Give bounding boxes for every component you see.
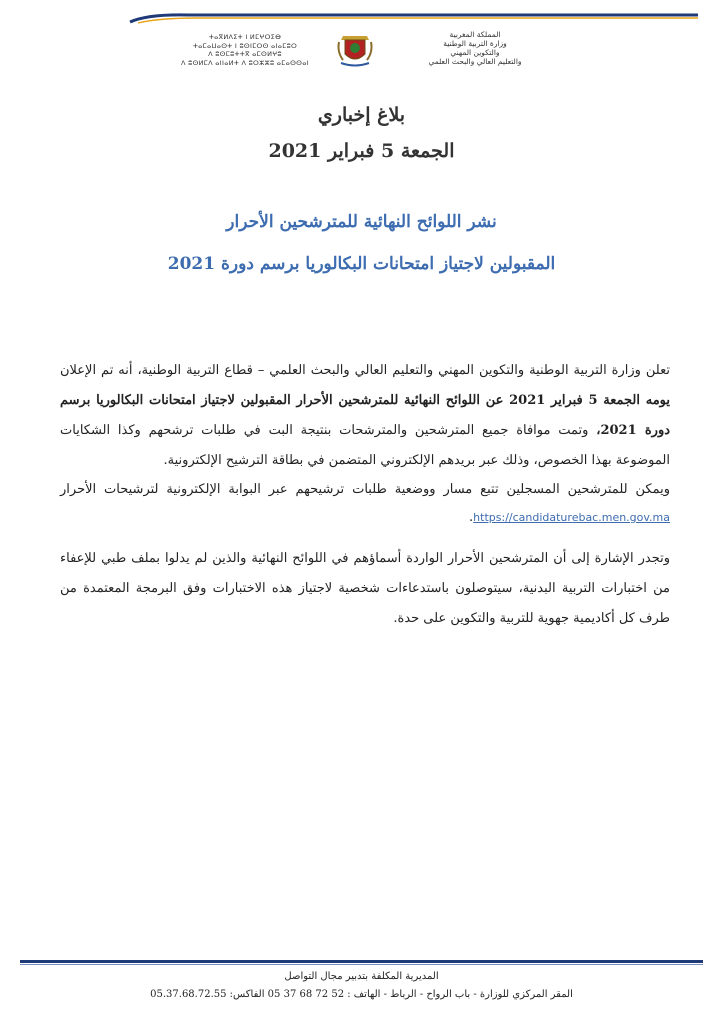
letterhead-arabic-line: المملكة المغربية bbox=[449, 30, 501, 39]
footer bbox=[0, 968, 723, 1004]
letterhead-amazigh-line: ⵜⴰⵎⴰⵡⴰⵙⵜ ⵏ ⵓⵙⵏⵎⵔⵙ ⴰⵏⴰⵎⵓⵔ bbox=[192, 41, 298, 50]
paragraph-announcement-end: وتمت موافاة جميع المترشحين والمترشحات بنتيجة البت في طلبات ترشحهم وكذا الشكايات الموضوعة بهذا الخصوص، وذلك عبر بريدهم الإلكتروني المتضمن في بطاقة الترشيح الإلكترونية. bbox=[60, 423, 670, 468]
communique-body bbox=[60, 356, 670, 634]
header-decorative-rule bbox=[128, 12, 700, 24]
letterhead-amazigh-line: ⴷ ⵓⵙⵎⵓⵜⵜⴳ ⴰⵎⵙⵍⵖⵓ bbox=[208, 50, 282, 58]
footer-directorate: المديرية المكلفة بتدبير مجال التواصل bbox=[284, 971, 439, 982]
paragraph-announcement-intro: تعلن وزارة التربية الوطنية والتكوين المهني والتعليم العالي والبحث العلمي – قطاع التربية الوطنية، أنه تم الإعلان bbox=[60, 363, 670, 378]
footer-rule-thin bbox=[20, 964, 703, 965]
subject-heading-line2: المقبولين لاجتياز امتحانات البكالوريا برسم دورة 2021 bbox=[167, 254, 556, 274]
coat-of-arms-icon bbox=[335, 30, 375, 70]
subject-heading-line1: نشر اللوائح النهائية للمترشحين الأحرار bbox=[226, 212, 497, 232]
candidature-portal-link[interactable]: https://candidaturebac.men.gov.ma bbox=[473, 511, 670, 524]
document-date: الجمعة 5 فبراير 2021 bbox=[268, 140, 455, 162]
letterhead-arabic-line: والتكوين المهني bbox=[450, 48, 500, 57]
paragraph-physical-education: وتجدر الإشارة إلى أن المترشحين الأحرار الواردة أسماؤهم في اللوائح النهائية والذين لم يدلوا بملف طبي للإعفاء من اختبارات التربية البدنية، سيتوصلون باستدعاءات شخصية لاجتياز هذه الاختبارات وفق البرمجة المعتمدة من طرف كل أكاديمية جهوية للتربية والتكوين على حدة. bbox=[60, 551, 670, 626]
paragraph-announcement-bold: يومه الجمعة 5 فبراير 2021 عن اللوائح النهائية للمترشحين الأحرار المقبولين لاجتياز امتحانات البكالوريا برسم دورة 2021، bbox=[60, 393, 671, 438]
footer-rule bbox=[20, 960, 703, 963]
letterhead-arabic-line: وزارة التربية الوطنية bbox=[443, 39, 507, 48]
paragraph-tracking: ويمكن للمترشحين المسجلين تتبع مسار ووضعية طلبات ترشيحهم عبر البوابة الإلكترونية لترشيحات الأحرار https://candidaturebac.men.gov.ma. bbox=[60, 482, 670, 525]
letterhead-amazigh-line: ⵜⴰⴳⵍⴷⵉⵜ ⵏ ⵍⵎⵖⵔⵉⴱ bbox=[208, 33, 282, 41]
document-type-title: بلاغ إخباري bbox=[317, 104, 406, 126]
paragraph-tracking-text: ويمكن للمترشحين المسجلين تتبع مسار ووضعية طلبات ترشيحهم عبر البوابة الإلكترونية لترشيحات الأحرار bbox=[60, 482, 670, 497]
letterhead-arabic bbox=[400, 30, 550, 66]
letterhead-amazigh-line: ⴷ ⵓⵙⵍⵎⴷ ⴰⵏⵏⴰⵍⵜ ⴷ ⵓⵔⵣⵣⵓ ⴰⵎⴰⵙⵙⴰⵏ bbox=[181, 58, 309, 67]
letterhead-arabic-line: والتعليم العالي والبحث العلمي bbox=[428, 57, 522, 66]
letterhead bbox=[170, 30, 550, 72]
letterhead-amazigh bbox=[170, 33, 320, 67]
paragraph-announcement bbox=[60, 356, 670, 476]
footer-address: المقر المركزي للوزارة - باب الرواح - الرباط - الهاتف : 52 72 68 37 05 الفاكس: 05.37.68.72.55 bbox=[150, 989, 573, 1000]
